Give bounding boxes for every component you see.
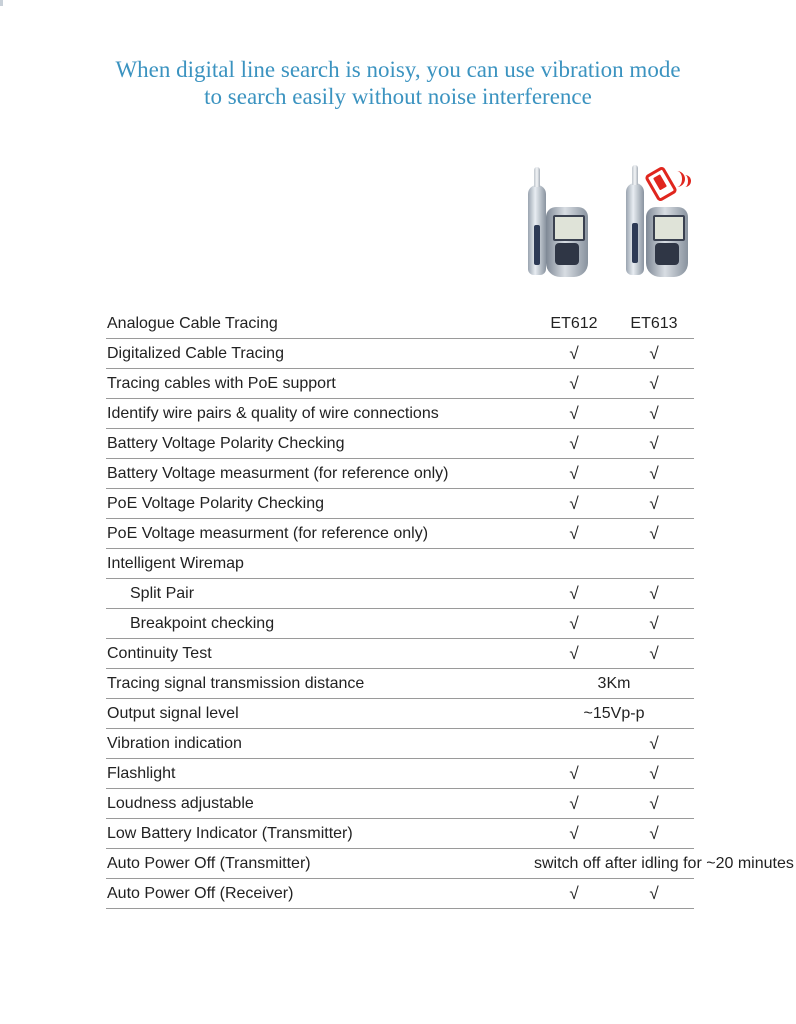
- et613-check-cell: √: [614, 339, 694, 369]
- et613-check-cell: √: [614, 879, 694, 909]
- table-row: [106, 669, 694, 699]
- feature-cell: Battery Voltage Polarity Checking: [106, 429, 534, 459]
- et613-check-cell: √: [614, 519, 694, 549]
- comparison-table-body: [106, 309, 794, 909]
- feature-cell: PoE Voltage measurment (for reference only): [106, 519, 534, 549]
- et613-check-cell: √: [614, 819, 694, 849]
- cable-tracer-et612-image: [520, 165, 590, 280]
- et612-check-cell: √: [534, 609, 614, 639]
- feature-cell: Low Battery Indicator (Transmitter): [106, 819, 534, 849]
- et612-check-cell: √: [534, 579, 614, 609]
- et613-check-cell: √: [614, 369, 694, 399]
- feature-cell: Identify wire pairs & quality of wire connections: [106, 399, 534, 429]
- feature-cell: Vibration indication: [106, 729, 534, 759]
- feature-cell: Tracing signal transmission distance: [106, 669, 534, 699]
- shared-value-cell: ~15Vp-p: [534, 699, 694, 729]
- table-row: [106, 699, 694, 729]
- et613-check-cell: √: [614, 789, 694, 819]
- feature-cell: Tracing cables with PoE support: [106, 369, 534, 399]
- feature-cell: Flashlight: [106, 759, 534, 789]
- corner-mark: [0, 0, 3, 6]
- et612-check-cell: √: [534, 639, 614, 669]
- table-row: [106, 579, 694, 609]
- et612-check-cell: √: [534, 879, 614, 909]
- probe-icon: [626, 183, 644, 275]
- cable-tracer-et613-image: [620, 165, 695, 280]
- feature-cell: Digitalized Cable Tracing: [106, 339, 534, 369]
- et612-check-cell: √: [534, 369, 614, 399]
- feature-cell: Breakpoint checking: [106, 609, 534, 639]
- et613-check-cell: √: [614, 399, 694, 429]
- feature-cell: Loudness adjustable: [106, 789, 534, 819]
- column-header-et612: ET612: [534, 309, 614, 339]
- table-row: [106, 729, 694, 759]
- et612-check-cell: √: [534, 759, 614, 789]
- et613-check-cell: √: [614, 609, 694, 639]
- headline: [0, 56, 796, 110]
- et612-check-cell: √: [534, 789, 614, 819]
- feature-cell: Output signal level: [106, 699, 534, 729]
- receiver-icon: [546, 207, 588, 277]
- table-row: [106, 879, 694, 909]
- table-row: [106, 639, 694, 669]
- et613-check-cell: √: [614, 639, 694, 669]
- et613-check-cell: √: [614, 759, 694, 789]
- et613-check-cell: √: [614, 579, 694, 609]
- table-row: [106, 609, 694, 639]
- table-row: [106, 489, 694, 519]
- table-row: [106, 459, 694, 489]
- table-header-row: [106, 309, 694, 339]
- feature-cell: Intelligent Wiremap: [106, 549, 534, 579]
- vibration-phone-icon: [644, 166, 678, 203]
- column-header-et613: ET613: [614, 309, 694, 339]
- feature-cell: Analogue Cable Tracing: [106, 309, 534, 339]
- table-row: [106, 339, 694, 369]
- et613-check-cell: √: [614, 489, 694, 519]
- table-row: [106, 519, 694, 549]
- shared-value-cell: 3Km: [534, 669, 694, 699]
- receiver-icon: [646, 207, 688, 277]
- et613-check-cell: √: [614, 729, 694, 759]
- feature-cell: Battery Voltage measurment (for reference only): [106, 459, 534, 489]
- feature-cell: Split Pair: [106, 579, 534, 609]
- table-row: [106, 369, 694, 399]
- et612-check-cell: √: [534, 489, 614, 519]
- table-row: [106, 429, 694, 459]
- et612-check-cell: √: [534, 459, 614, 489]
- comparison-table: [106, 309, 794, 909]
- et613-check-cell: √: [614, 429, 694, 459]
- et613-check-cell: √: [614, 459, 694, 489]
- et613-check-cell: [614, 549, 694, 579]
- feature-cell: Auto Power Off (Receiver): [106, 879, 534, 909]
- table-row: [106, 549, 694, 579]
- table-row: [106, 399, 694, 429]
- et612-check-cell: [534, 729, 614, 759]
- headline-line-1: When digital line search is noisy, you can use vibration mode: [115, 57, 681, 82]
- et612-check-cell: √: [534, 399, 614, 429]
- feature-cell: Continuity Test: [106, 639, 534, 669]
- shared-value-cell: switch off after idling for ~20 minutes: [534, 849, 694, 879]
- headline-line-2: to search easily without noise interference: [204, 84, 592, 109]
- probe-icon: [528, 185, 546, 275]
- table-row: [106, 759, 694, 789]
- table-row: [106, 819, 694, 849]
- vibration-wave-icon: [682, 175, 691, 187]
- table-row: [106, 849, 694, 879]
- et612-check-cell: √: [534, 339, 614, 369]
- feature-cell: Auto Power Off (Transmitter): [106, 849, 534, 879]
- et612-check-cell: √: [534, 519, 614, 549]
- table-row: [106, 789, 694, 819]
- et612-check-cell: √: [534, 429, 614, 459]
- feature-cell: PoE Voltage Polarity Checking: [106, 489, 534, 519]
- et612-check-cell: √: [534, 819, 614, 849]
- et612-check-cell: [534, 549, 614, 579]
